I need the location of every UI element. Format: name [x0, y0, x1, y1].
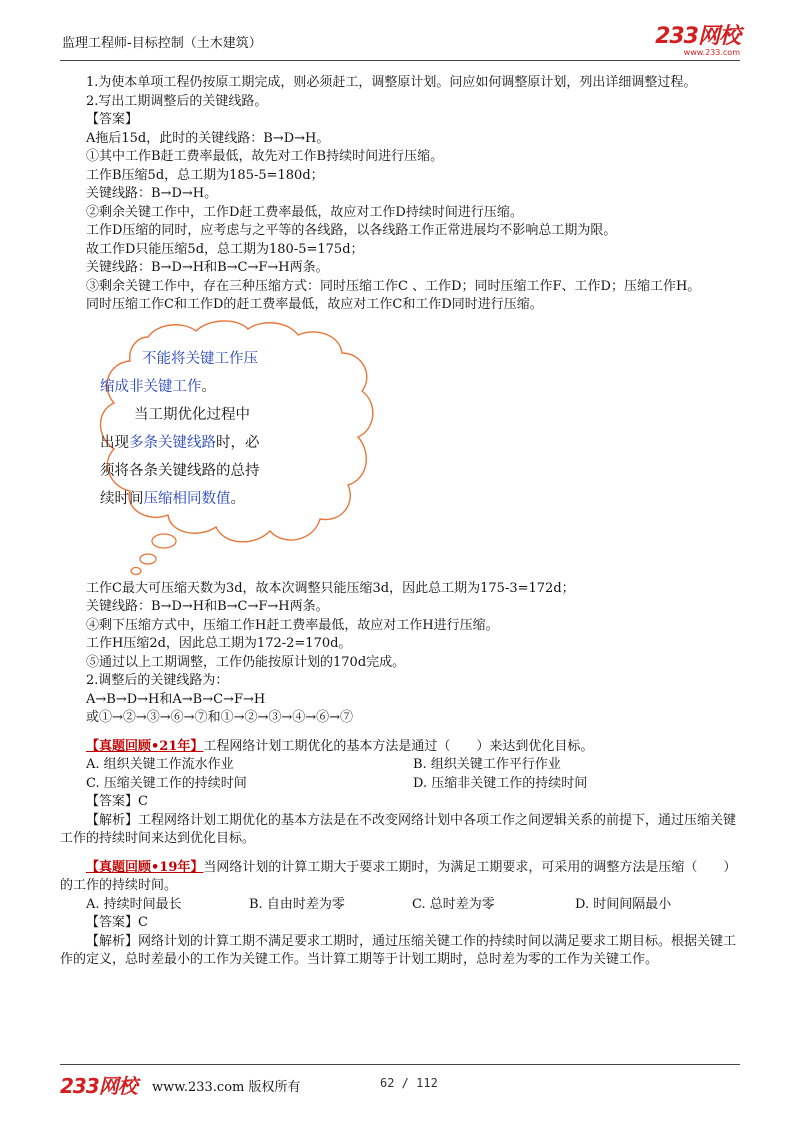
option-a: A. 组织关键工作流水作业 — [86, 757, 234, 772]
solution-line: 关键线路：B→D→H。 — [86, 186, 218, 201]
option-c: C. 总时差为零 — [412, 896, 495, 912]
callout-text — [100, 345, 345, 513]
logo-text: 233网校 — [655, 24, 740, 49]
critical-path-nodes: 或①→②→③→⑥→⑦和①→②→③→④→⑥→⑦ — [86, 710, 354, 725]
option-a: A. 持续时间最长 — [86, 896, 182, 912]
solution-line: 工作H压缩2d，因此总工期为172-2=170d。 — [86, 636, 352, 651]
solution-line: 关键线路：B→D→H和B→C→F→H两条。 — [86, 260, 329, 275]
solution-line: 工作D压缩的同时，应考虑与之平等的各线路，以各线路工作正常进展均不影响总工期为限。 — [86, 223, 617, 238]
solution-line: ①其中工作B赶工费率最低，故先对工作B持续时间进行压缩。 — [86, 149, 444, 164]
option-c: C. 压缩关键工作的持续时间 — [86, 775, 247, 791]
brand-logo[interactable] — [655, 26, 740, 58]
footer-logo[interactable]: 233网校 — [60, 1074, 137, 1098]
document-title: 监理工程师-目标控制（土木建筑） — [62, 36, 262, 51]
callout-line: 不能将关键工作压 — [142, 350, 258, 367]
option-row — [60, 756, 740, 775]
answer-line: 【答案】C — [86, 794, 148, 809]
solution-line: 工作C最大可压缩天数为3d，故本次调整只能压缩3d，因此总工期为175-3=172d； — [86, 580, 575, 596]
critical-path: A→B→D→H和A→B→C→F→H — [86, 691, 266, 707]
question-1: 1.为使本单项工程仍按原工期完成，则必须赶工，调整原计划。问应如何调整原计划，列出详细调整过程。 — [86, 75, 697, 90]
review-tag: 【真题回顾•21年】 — [86, 738, 204, 754]
solution-line: ③剩余关键工作中，存在三种压缩方式：同时压缩工作C 、工作D；同时压缩工作F、工作D；压缩工作H。 — [86, 278, 701, 294]
callout-line: 出现多条关键线路时，必 — [100, 434, 260, 451]
analysis-text: 【解析】工程网络计划工期优化的基本方法是在不改变网络计划中各项工作之间逻辑关系的前提下，通过压缩关键工作的持续时间来达到优化目标。 — [60, 812, 737, 846]
solution-line: A拖后15d，此时的关键线路：B→D→H。 — [86, 130, 330, 146]
solution-line: 2.调整后的关键线路为： — [86, 673, 229, 688]
question-2: 2.写出工期调整后的关键线路。 — [86, 93, 268, 109]
solution-line: ⑤通过以上工期调整，工作仍能按原计划的170d完成。 — [86, 654, 406, 670]
logo-url: www.233.com — [683, 48, 740, 57]
option-b: B. 自由时差为零 — [249, 896, 345, 912]
option-d: D. 时间间隔最小 — [575, 896, 672, 912]
option-d: D. 压缩非关键工作的持续时间 — [413, 775, 588, 791]
option-b: B. 组织关键工作平行作业 — [413, 757, 561, 772]
callout-line: 当工期优化过程中 — [134, 406, 250, 423]
solution-line: 同时压缩工作C和工作D的赶工费率最低，故应对工作C和工作D同时进行压缩。 — [86, 297, 543, 312]
solution-line: ④剩下压缩方式中，压缩工作H赶工费率最低，故应对工作H进行压缩。 — [86, 617, 499, 633]
answer-label: 【答案】 — [86, 112, 139, 127]
callout-line: 缩成非关键工作。 — [100, 378, 216, 395]
solution-line: ②剩余关键工作中，工作D赶工费率最低，故应对工作D持续时间进行压缩。 — [86, 204, 523, 220]
solution-line: 故工作D只能压缩5d，总工期为180-5=175d； — [86, 241, 364, 257]
answer-line: 【答案】C — [86, 915, 148, 930]
callout-line: 须将各条关键线路的总持 — [100, 462, 260, 479]
review-tag: 【真题回顾•19年】 — [86, 859, 204, 875]
footer-divider — [60, 1064, 740, 1065]
review-question: 【真题回顾•19年】当网络计划的计算工期大于要求工期时，为满足工期要求，可采用的调整方法是压缩（ ）的工作的持续时间。 — [60, 859, 737, 893]
callout-line: 续时间压缩相同数值。 — [100, 490, 245, 507]
solution-line: 关键线路：B→D→H和B→C→F→H两条。 — [86, 599, 329, 614]
copyright-text: www.233.com 版权所有 — [152, 1080, 301, 1095]
page-content — [60, 74, 740, 970]
page-header — [60, 26, 740, 60]
page-number: 62 / 112 — [380, 1076, 438, 1090]
callout-cloud — [60, 315, 740, 580]
solution-line: 工作B压缩5d，总工期为185-5=180d； — [86, 167, 324, 183]
analysis-text: 【解析】网络计划的计算工期不满足要求工期时，通过压缩关键工作的持续时间以满足要求工期目标。根据关键工作的定义，总时差最小的工作为关键工作。当计算工期等于计划工期时，总时差为零的工作为关键工作。 — [60, 933, 737, 967]
page-footer — [60, 1066, 740, 1096]
option-row — [60, 775, 740, 794]
header-divider — [60, 60, 740, 61]
option-row — [60, 896, 740, 915]
review-question: 【真题回顾•21年】工程网络计划工期优化的基本方法是通过（ ）来达到优化目标。 — [86, 738, 594, 754]
